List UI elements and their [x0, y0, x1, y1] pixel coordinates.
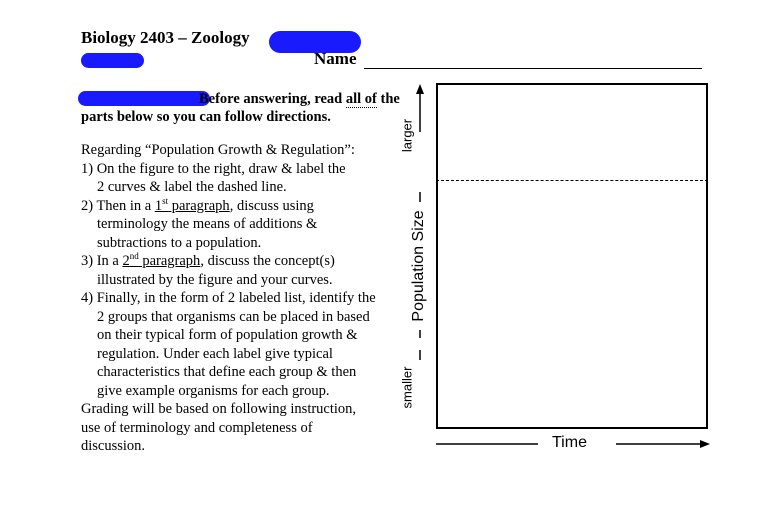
y-axis-label-smaller: smaller	[399, 366, 415, 409]
instruction-2: 2) Then in a 1st paragraph, discuss using	[81, 195, 314, 214]
instruction-4: 4) Finally, in the form of 2 labeled list, identify the	[81, 290, 376, 306]
y-axis-label-larger: larger	[399, 118, 415, 153]
instructions: Regarding “Population Growth & Regulation”: 1) On the figure to the right, draw & label the 2 curves & label the dashed line. 2) Then in a 1st paragraph, discuss using terminology the means of additions & subtractions to a population. 3) In a 2nd paragraph, discuss the concept(s) illustrated by the figure and your curves. 4) Finally, in the form of 2 labeled list, identify the 2 groups that organisms can be placed in based on their typical form of population growth & regulation. Under each label give typical characteristics that define each group & then give example organisms for each group. Grading will be based on following instruction, use of terminology and completeness of discussion.	[81, 141, 411, 456]
name-label: Name	[314, 49, 357, 68]
grading-note: Grading will be based on following instruction,	[81, 401, 357, 417]
y-axis-title: Population Size	[410, 210, 427, 322]
course-title: Biology 2403 – Zoology	[81, 28, 250, 47]
carrying-capacity-dashed-line	[436, 180, 708, 181]
intro-text: Before answering, read all of the parts below so you can follow directions.	[81, 91, 400, 125]
instruction-1: 1) On the figure to the right, draw & label the	[81, 160, 346, 177]
name-field-line[interactable]	[364, 68, 702, 69]
intro-emphasis: all of	[345, 91, 377, 107]
graph-area[interactable]	[436, 83, 708, 429]
instruction-3: 3) In a 2nd paragraph, discuss the concept(s)	[81, 251, 335, 269]
arrow-up-icon	[416, 84, 424, 94]
instructions-heading: Regarding “Population Growth & Regulation”:	[81, 142, 355, 158]
x-axis-title: Time	[552, 434, 587, 451]
redaction-mark	[81, 53, 144, 68]
arrow-right-icon	[700, 440, 710, 448]
